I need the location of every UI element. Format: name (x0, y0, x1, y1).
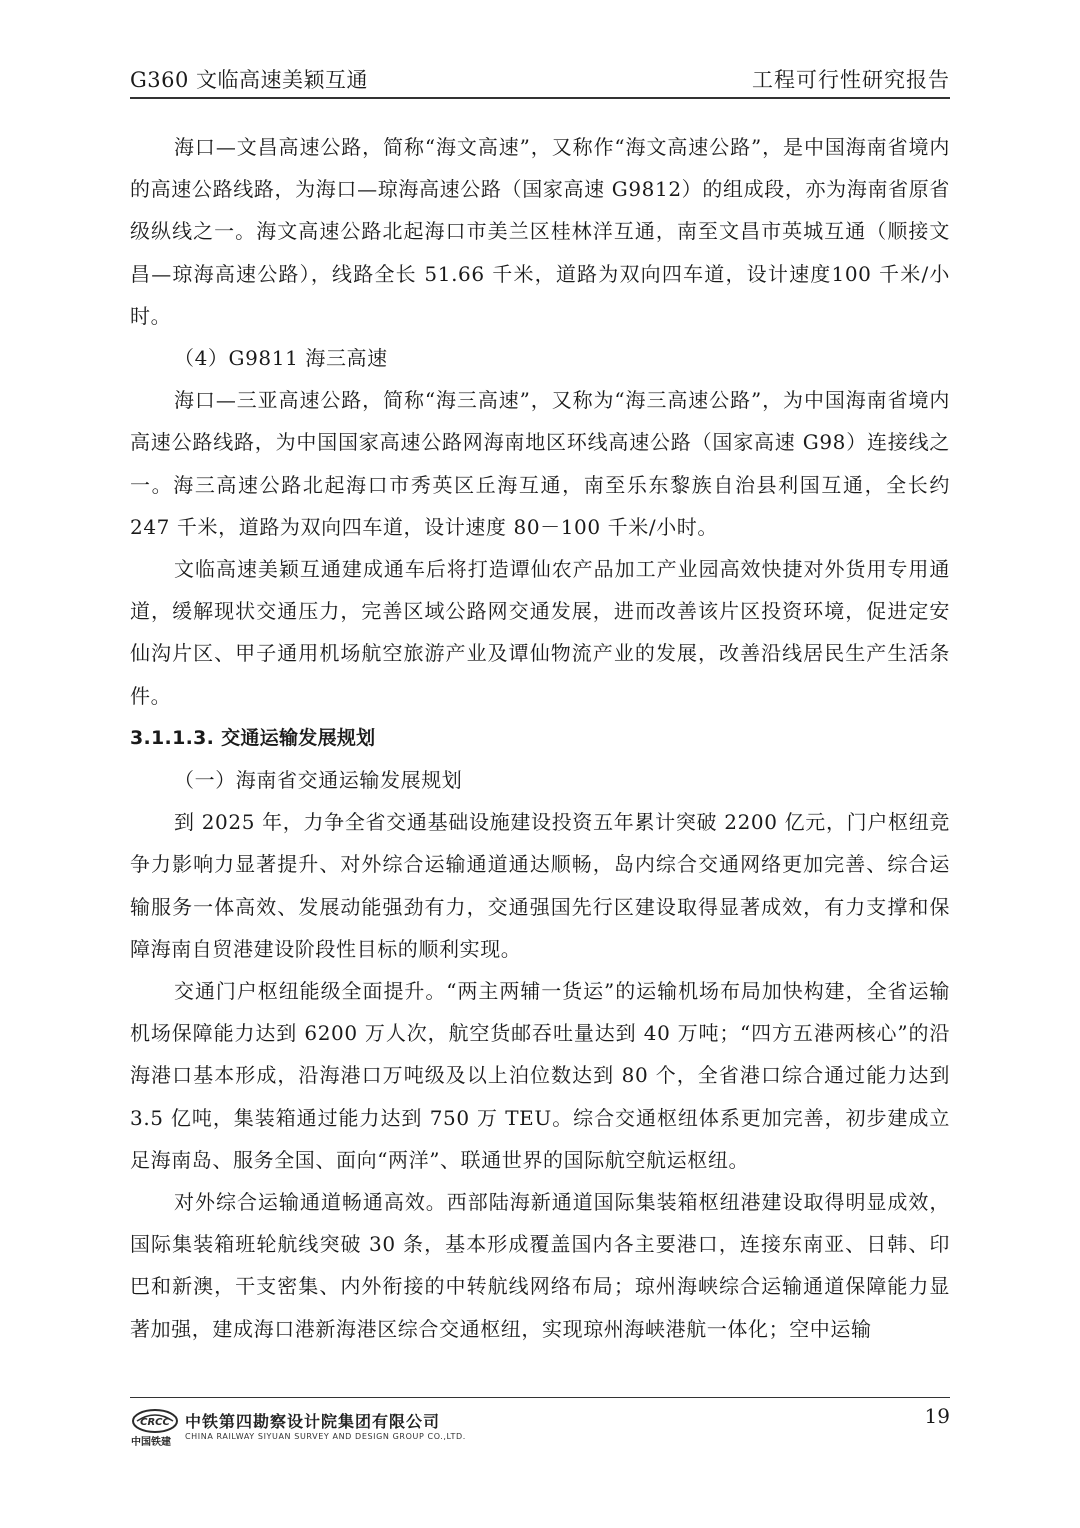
header-project-title: G360 文临高速美颖互通 (130, 68, 369, 92)
header-rule (130, 97, 950, 99)
header-report-title: 工程可行性研究报告 (752, 68, 950, 92)
page-header (130, 62, 950, 96)
subheading-hainan-plan: （一）海南省交通运输发展规划 (174, 768, 463, 793)
page-number: 19 (924, 1404, 950, 1428)
section-heading: 3.1.1.3. 交通运输发展规划 (130, 726, 376, 749)
paragraph-gateway-hubs: 交通门户枢纽能级全面提升。“两主两辅一货运”的运输机场布局加快构建，全省运输机场保障能力达到 6200 万人次，航空货邮吞吐量达到 40 万吨；“四方五港两核心”的沿海港口基本形成，沿海港口万吨级及以上泊位数达到 80 个，全省港口综合通过能力达到 3.5 亿吨，集装箱通过能力达到 750 万 TEU。综合交通枢纽体系更加完善，初步建成立足海南岛、服务全国、面向“两洋”、联通世界的国际航空航运枢纽。 (130, 979, 950, 1172)
subheading-g9811: （4）G9811 海三高速 (174, 346, 388, 371)
footer-brand: 中国铁建 (131, 1437, 171, 1448)
logo-text: CRCC (140, 1417, 170, 1428)
footer-company-name: 中铁第四勘察设计院集团有限公司 (185, 1412, 441, 1431)
document-body (130, 126, 950, 1350)
footer-rule (130, 1397, 950, 1398)
paragraph-haisan-expressway: 海口—三亚高速公路，简称“海三高速”，又称为“海三高速公路”，为中国海南省境内高速公路线路，为中国国家高速公路网海南地区环线高速公路（国家高速 G98）连接线之一。海三高速公路北起海口市秀英区丘海互通，南至乐东黎族自治县利国互通，全长约 247 千米，道路为双向四车道，设计速度 80－100 千米/小时。 (130, 388, 950, 539)
paragraph-project-benefits: 文临高速美颖互通建成通车后将打造谭仙农产品加工产业园高效快捷对外货用专用通道，缓解现状交通压力，完善区域公路网交通发展，进而改善该片区投资环境，促进定安仙沟片区、甲子通用机场航空旅游产业及谭仙物流产业的发展，改善沿线居民生产生活条件。 (130, 557, 950, 708)
footer-company-name-en: CHINA RAILWAY SIYUAN SURVEY AND DESIGN GROUP CO.,LTD. (185, 1432, 466, 1441)
paragraph-2025-goals: 到 2025 年，力争全省交通基础设施建设投资五年累计突破 2200 亿元，门户枢纽竞争力影响力显著提升、对外综合运输通道通达顺畅，岛内综合交通网络更加完善、综合运输服务一体高效、发展动能强劲有力，交通强国先行区建设取得显著成效，有力支撑和保障海南自贸港建设阶段性目标的顺利实现。 (130, 810, 950, 961)
paragraph-haiwen-expressway: 海口—文昌高速公路，简称“海文高速”，又称作“海文高速公路”，是中国海南省境内的高速公路线路，为海口—琼海高速公路（国家高速 G9812）的组成段，亦为海南省原省级纵线之一。海文高速公路北起海口市美兰区桂林洋互通，南至文昌市英城互通（顺接文昌—琼海高速公路），线路全长 51.66 千米，道路为双向四车道，设计速度100 千米/小时。 (130, 135, 950, 328)
paragraph-external-corridors: 对外综合运输通道畅通高效。西部陆海新通道国际集装箱枢纽港建设取得明显成效，国际集装箱班轮航线突破 30 条，基本形成覆盖国内各主要港口，连接东南亚、日韩、印巴和新澳，干支密集、内外衔接的中转航线网络布局；琼州海峡综合运输通道保障能力显著加强，建成海口港新海港区综合交通枢纽，实现琼州海峡港航一体化；空中运输 (130, 1190, 950, 1341)
